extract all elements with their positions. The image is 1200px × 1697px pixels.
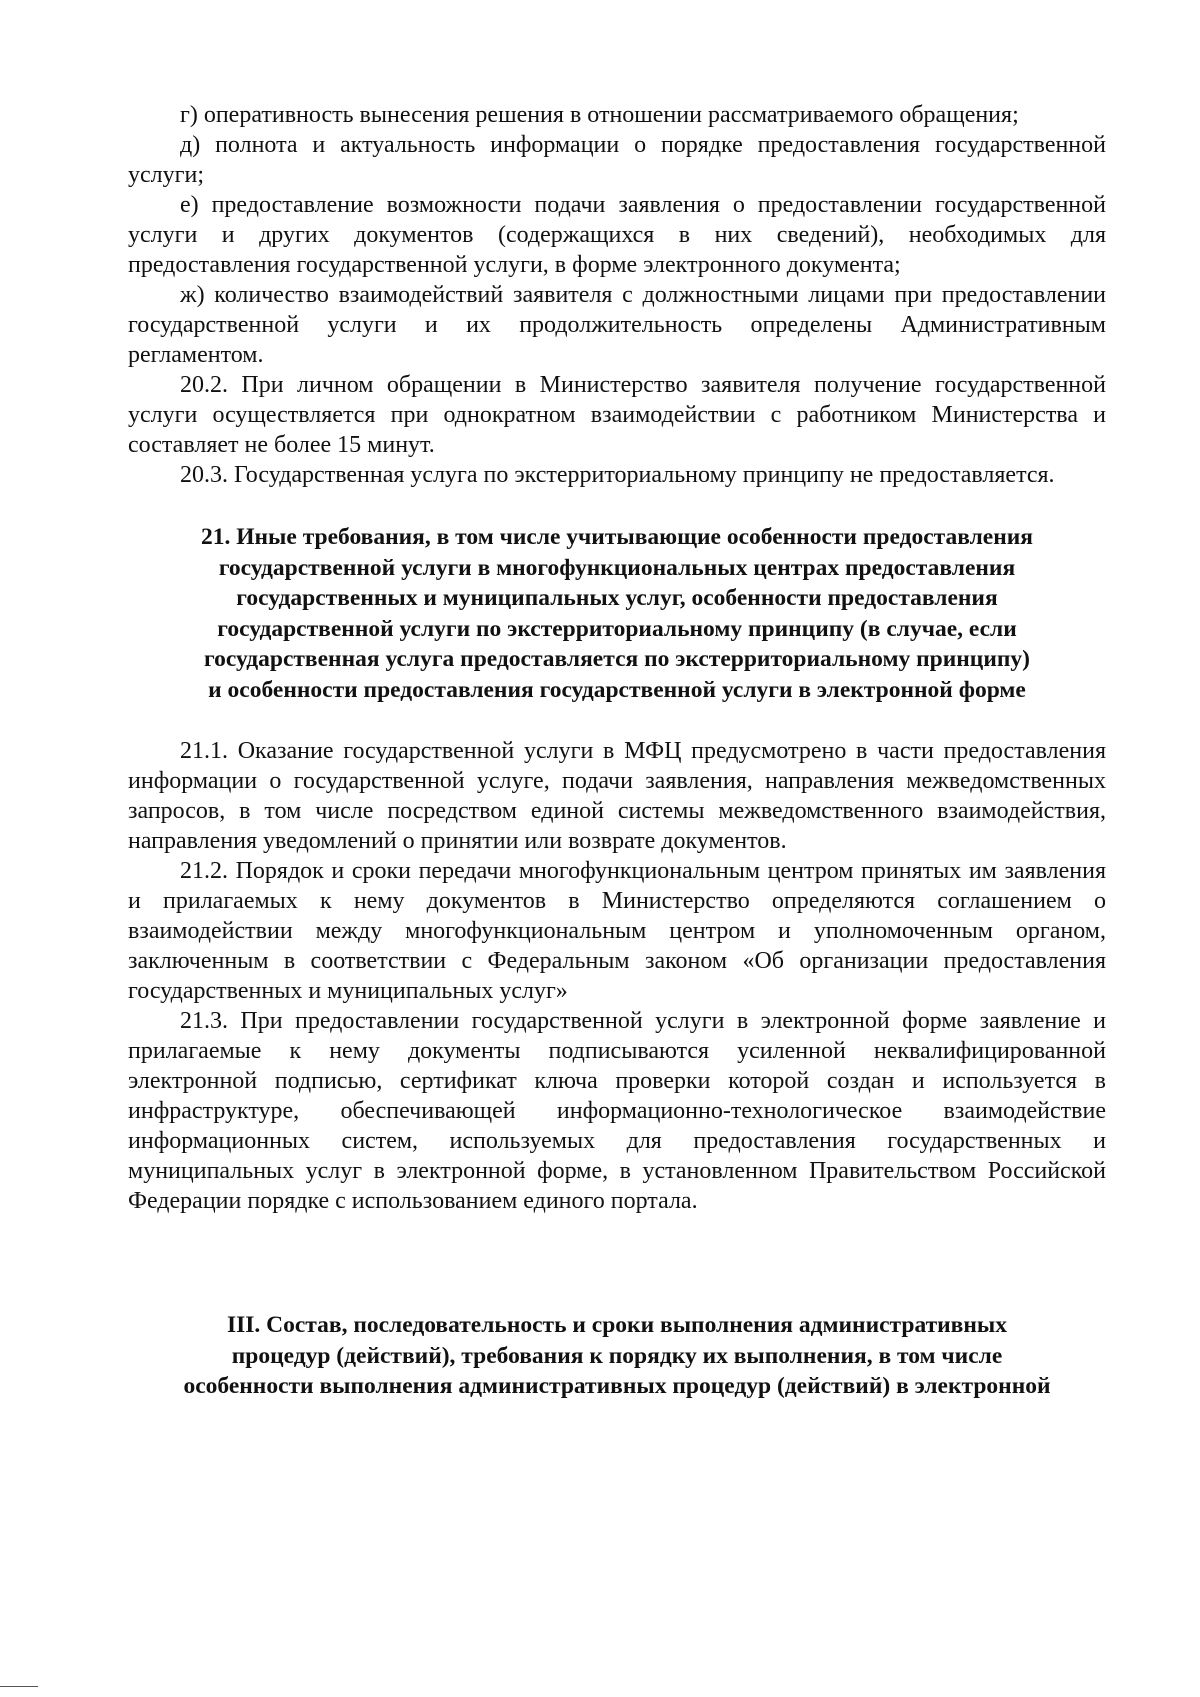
spacer — [128, 1216, 1106, 1310]
heading-line: процедур (действий), требования к порядку их выполнения, в том числе — [231, 1342, 1003, 1369]
paragraph-20-2: 20.2. При личном обращении в Министерство заявителя получение государственной услуги осуществляется при однократном взаимодействии с работником Министерства и составляет не более 15 минут. — [128, 372, 1106, 458]
section-3-heading — [128, 1310, 1106, 1402]
paragraph-item-g: г) оперативность вынесения решения в отношении рассматриваемого обращения; — [180, 102, 1019, 128]
heading-line: государственная услуга предоставляется по экстерриториальному принципу) — [204, 646, 1030, 672]
paragraph-item-zh: ж) количество взаимодействий заявителя с должностными лицами при предоставлении государственной услуги и их продолжительность определены Административным регламентом. — [128, 282, 1106, 368]
document-content — [128, 100, 1106, 1402]
heading-line: 21. Иные требования, в том числе учитывающие особенности предоставления — [200, 524, 1034, 550]
heading-line: государственной услуги в многофункциональных центрах предоставления — [218, 554, 1016, 581]
paragraph-item-e: е) предоставление возможности подачи заявления о предоставлении государственной услуги и других документов (содержащихся в них сведений), необходимых для предоставления государственной услуги, в форме электронного документа; — [128, 192, 1106, 278]
paragraph-20-3: 20.3. Государственная услуга по экстерриториальному принципу не предоставляется. — [180, 462, 1055, 488]
paragraph-21-3: 21.3. При предоставлении государственной услуги в электронной форме заявление и прилагаемые к нему документы подписываются усиленной неквалифицированной электронной подписью, сертификат ключа проверки которой создан и используется в инфраструктуре, обеспечивающей информационно-технологическое взаимодействие информационных систем, используемых для предоставления государственных и муниципальных услуг в электронной форме, в установленном Правительством Российской Федерации порядке с использованием единого портала. — [128, 1008, 1106, 1214]
heading-line: государственной услуги по экстерриториальному принципу (в случае, если — [217, 615, 1017, 642]
heading-line: государственных и муниципальных услуг, особенности предоставления — [236, 585, 998, 611]
spacer — [128, 705, 1106, 736]
heading-line: и особенности предоставления государственной услуги в электронной форме — [208, 676, 1026, 703]
spacer — [128, 490, 1106, 522]
paragraph-21-1: 21.1. Оказание государственной услуги в МФЦ предусмотрено в части предоставления информации о государственной услуге, подачи заявления, направления межведомственных запросов, в том числе посредством единой системы межведомственного взаимодействия, направления уведомлений о принятии или возврате документов. — [128, 738, 1106, 854]
paragraph-item-d: д) полнота и актуальность информации о порядке предоставления государственной услуги; — [128, 132, 1106, 188]
paragraph-21-2: 21.2. Порядок и сроки передачи многофункциональным центром принятых им заявления и прилагаемых к нему документов в Министерство определяются соглашением о взаимодействии между многофункциональным центром и уполномоченным органом, заключенным в соответствии с Федеральным законом «Об организации предоставления государственных и муниципальных услуг» — [128, 858, 1106, 1004]
heading-line: III. Состав, последовательность и сроки выполнения административных — [226, 1312, 1008, 1338]
section-21-heading — [128, 522, 1106, 705]
heading-line: особенности выполнения административных процедур (действий) в электронной — [183, 1373, 1051, 1399]
scan-edge-mark — [0, 1686, 38, 1687]
